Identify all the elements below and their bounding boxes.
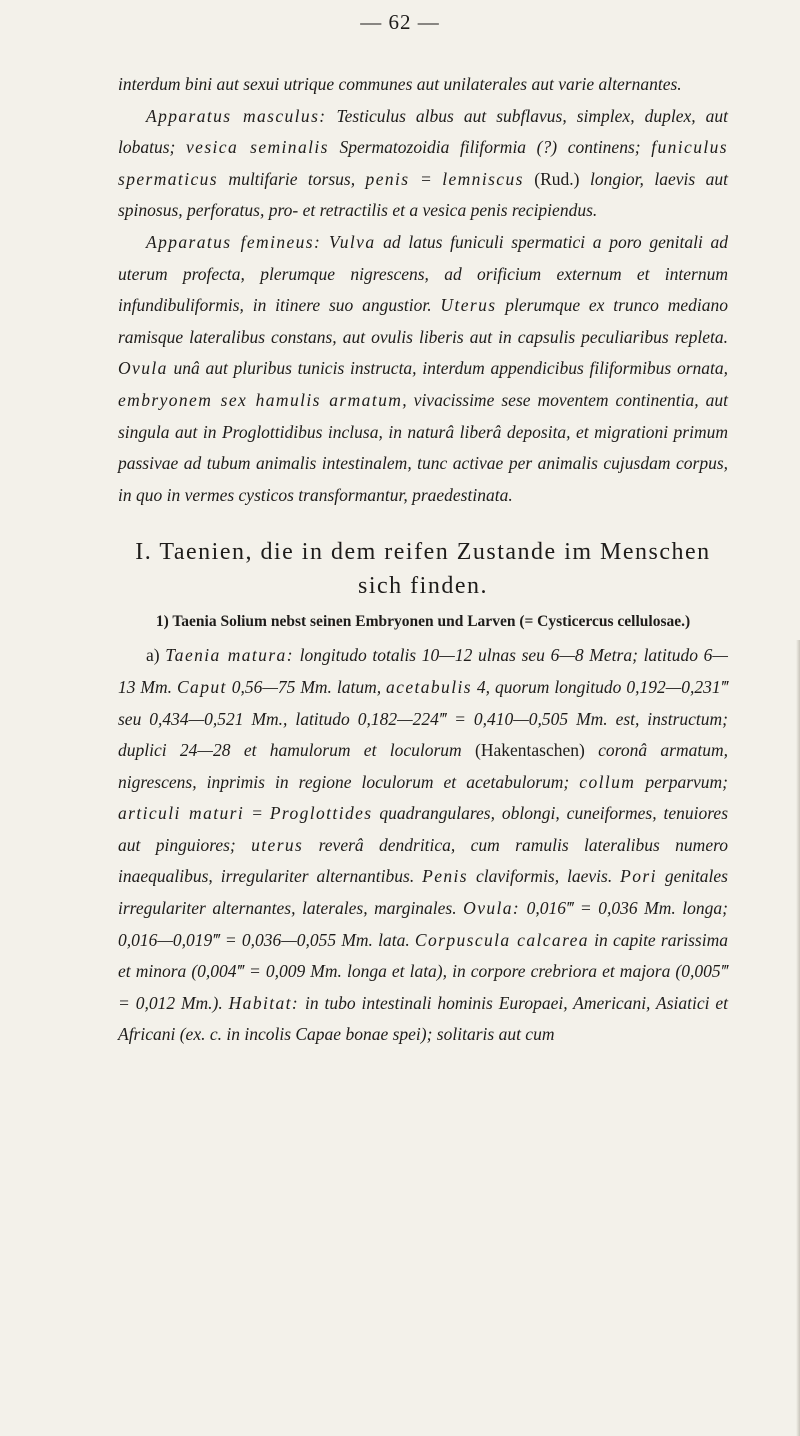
term-proglottides: Proglottides — [269, 803, 373, 824]
term-corpuscula-calcarea: Corpuscula calcarea — [414, 929, 589, 950]
term-embryonem: embryonem sex hamulis armatum — [118, 389, 403, 410]
term-apparatus-femineus: Apparatus femineus: — [146, 231, 322, 252]
paragraph-apparatus-femineus: Apparatus femineus: Vulva ad latus funiculi spermatici a poro genitali ad uterum profecta, plerumque nigrescens, ad orificium externum et internum infundibuliformis, in itinere suo angustior. Uterus plerumque ex trunco mediano ramisque lateralibus constans, aut ovulis liberis aut in capsulis peculiaribus repleta. Ovula unâ aut pluribus tunicis instructa, interdum appendicibus filiformibus ornata, embryonem sex hamulis armatum, vivacissime sese moventem continentia, aut singula aut in Proglottidibus inclusa, in naturâ liberâ deposita, et migrationi primum passivae ad tubum animalis intestinalem, tunc activae per animalis cujusdam corpus, in quo in vermes cysticos transformantur, praedestinata. — [118, 231, 729, 505]
term-ovula: Ovula — [118, 358, 168, 379]
section-heading: I. Taenien, die in dem reifen Zustande im Menschen sich finden. — [135, 539, 711, 600]
term-uterus-2: uterus — [251, 834, 304, 855]
term-habitat: Habitat: — [228, 992, 300, 1013]
term-acetabulis: acetabulis — [386, 676, 472, 697]
term-funiculus-spermaticus: funiculus spermaticus — [118, 137, 728, 189]
term-taenia-matura: Taenia matura: — [165, 645, 294, 666]
term-caput: Caput — [176, 676, 227, 697]
term-collum: collum — [579, 771, 636, 792]
subsection-heading: 1) Taenia Solium nebst seinen Embryonen und Larven (= Cysticercus cellulosae.) — [155, 613, 691, 631]
term-uterus: Uterus — [440, 295, 497, 316]
term-lemniscus: lemniscus — [442, 168, 524, 189]
term-articuli-maturi: articuli maturi — [118, 803, 245, 824]
term-vulva: Vulva — [328, 231, 376, 252]
text-block — [118, 69, 728, 1051]
page-number: — 62 — — [360, 10, 440, 34]
term-ovula-2: Ovula: — [463, 898, 521, 919]
term-pori: Pori — [620, 866, 657, 887]
term-apparatus-masculus: Apparatus masculus: — [146, 105, 327, 126]
term-penis: penis — [365, 168, 410, 189]
paragraph-continuation: interdum bini aut sexui utrique communes aut unilaterales aut varie alternantes. — [118, 74, 682, 94]
term-vesica-seminalis: vesica seminalis — [185, 137, 329, 158]
term-penis-2: Penis — [422, 866, 469, 887]
paragraph-apparatus-masculus: Apparatus masculus: Testiculus albus aut subflavus, simplex, duplex, aut lobatus; vesica seminalis Spermatozoidia filiformia (?) continens; funiculus spermaticus multifarie torsus, penis = lemniscus (Rud.) longior, laevis aut spinosus, perforatus, pro- et retractilis et a vesica penis recipiendus. — [118, 105, 729, 221]
page-edge-shadow — [796, 640, 800, 1436]
paragraph-taenia-matura: a) Taenia matura: longitudo totalis 10—12 ulnas seu 6—8 Metra; latitudo 6—13 Mm. Caput 0,56—75 Mm. latum, acetabulis 4, quorum longitudo 0,192—0,231‴ seu 0,434—0,521 Mm., latitudo 0,182—224‴ = 0,410—0,505 Mm. est, instructum; duplici 24—28 et hamulorum et loculorum (Hakentaschen) coronâ armatum, nigrescens, inprimis in regione loculorum et acetabulorum; collum perparvum; articuli maturi = Proglottides quadrangulares, oblongi, cuneiformes, tenuiores aut pinguiores; uterus reverâ dendritica, cum ramulis lateralibus numero inaequalibus, irregulariter alternantibus. Penis claviformis, laevis. Pori genitales irregulariter alternantes, laterales, marginales. Ovula: 0,016‴ = 0,036 Mm. longa; 0,016—0,019‴ = 0,036—0,055 Mm. lata. Corpuscula calcarea in capite rarissima et minora (0,004‴ = 0,009 Mm. longa et lata), in corpore crebriora et majora (0,005‴ = 0,012 Mm.). Habitat: in tubo intestinali hominis Europaei, Americani, Asiatici et Africani (ex. c. in incolis Capae bonae spei); solitaris aut cum — [118, 645, 729, 1045]
